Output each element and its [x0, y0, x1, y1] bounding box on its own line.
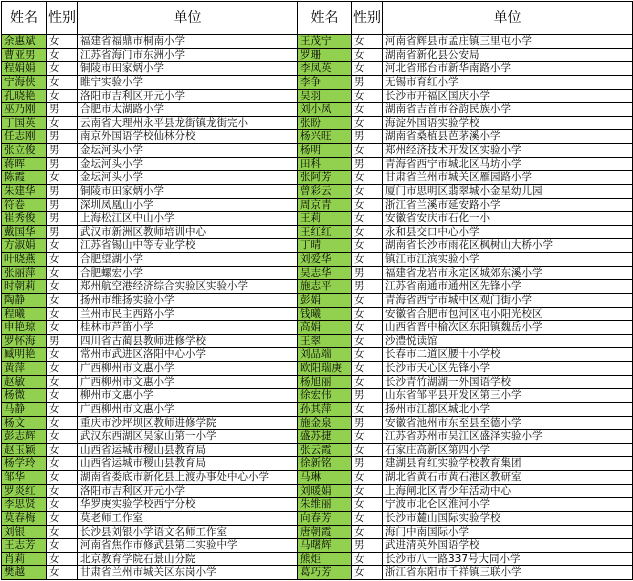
table-row [2, 430, 633, 444]
name-cell: 王志芳 [2, 539, 47, 553]
table-row [2, 566, 633, 580]
gender-cell: 男 [352, 157, 383, 171]
unit-cell: 武进清英外国语学校 [383, 539, 633, 553]
gender-cell: 女 [47, 457, 78, 471]
name-cell: 王翠 [298, 334, 352, 348]
unit-cell: 金坛河头小学 [78, 171, 298, 185]
table-body [2, 35, 633, 580]
unit-cell: 江苏省南通市通州区先锋小学 [383, 280, 633, 294]
table-row [2, 253, 633, 267]
gender-cell: 女 [47, 171, 78, 185]
name-cell: 樊越 [2, 566, 47, 580]
header-name-2: 姓名 [298, 2, 352, 35]
gender-cell: 男 [47, 198, 78, 212]
name-cell: 刘银 [2, 525, 47, 539]
gender-cell: 男 [47, 144, 78, 158]
unit-cell: 河北省邢台市新华南路小学 [383, 62, 633, 76]
name-cell: 向春芳 [298, 511, 352, 525]
unit-cell: 重庆市沙坪坝区教师进修学院 [78, 416, 298, 430]
unit-cell: 武汉东西湖区吴家山第一小学 [78, 430, 298, 444]
name-cell: 彭志辉 [2, 430, 47, 444]
roster-table [1, 1, 633, 580]
unit-cell: 浙江省兰溪市延安路小学 [383, 198, 633, 212]
unit-cell: 郑州航空港经济综合实验区实验小学 [78, 280, 298, 294]
unit-cell: 合肥螺宏小学 [78, 266, 298, 280]
unit-cell: 南京外国语学校仙林分校 [78, 130, 298, 144]
gender-cell: 女 [47, 525, 78, 539]
table-row [2, 35, 633, 49]
gender-cell: 女 [47, 239, 78, 253]
name-cell: 徐新铭 [298, 457, 352, 471]
gender-cell: 男 [47, 103, 78, 117]
name-cell: 高娟 [298, 321, 352, 335]
table-row [2, 389, 633, 403]
gender-cell: 女 [352, 348, 383, 362]
unit-cell: 广西柳州市文惠小学 [78, 402, 298, 416]
gender-cell: 女 [47, 471, 78, 485]
name-cell: 臧明艳 [2, 348, 47, 362]
gender-cell: 男 [47, 184, 78, 198]
gender-cell: 女 [352, 375, 383, 389]
header-row [2, 2, 633, 35]
gender-cell: 女 [47, 484, 78, 498]
unit-cell: 上海松江区中山小学 [78, 212, 298, 226]
name-cell: 刘小凤 [298, 103, 352, 117]
name-cell: 王莉 [298, 212, 352, 226]
unit-cell: 山西省运城市稷山县教育局 [78, 457, 298, 471]
name-cell: 唐朝霞 [298, 525, 352, 539]
name-cell: 任志刚 [2, 130, 47, 144]
unit-cell: 华罗庚实验学校西宁分校 [78, 498, 298, 512]
unit-cell: 湖南省桑植县芭茅溪小学 [383, 130, 633, 144]
gender-cell: 女 [352, 89, 383, 103]
unit-cell: 福建省福鼎市桐南小学 [78, 35, 298, 49]
name-cell: 邹华 [2, 471, 47, 485]
gender-cell: 女 [47, 89, 78, 103]
unit-cell: 四川省古蔺县教师进修学校 [78, 334, 298, 348]
gender-cell: 女 [47, 307, 78, 321]
name-cell: 申艳琼 [2, 321, 47, 335]
name-cell: 程曦 [2, 307, 47, 321]
unit-cell: 河南省辉县市孟庄镇三里屯小学 [383, 35, 633, 49]
unit-cell: 江苏省苏州市吴江区盛泽实验小学 [383, 430, 633, 444]
table-row [2, 266, 633, 280]
unit-cell: 青海省西宁市城北区马坊小学 [383, 157, 633, 171]
table-row [2, 334, 633, 348]
gender-cell: 男 [47, 130, 78, 144]
name-cell: 刘爱华 [298, 253, 352, 267]
gender-cell: 女 [47, 566, 78, 580]
unit-cell: 桂林市芦笛小学 [78, 321, 298, 335]
name-cell: 李凤英 [298, 62, 352, 76]
gender-cell: 女 [47, 348, 78, 362]
gender-cell: 女 [47, 498, 78, 512]
unit-cell: 河南省焦作市修武县第二实验中学 [78, 539, 298, 553]
gender-cell: 女 [47, 389, 78, 403]
gender-cell: 男 [352, 280, 383, 294]
name-cell: 杨微 [2, 389, 47, 403]
table-row [2, 457, 633, 471]
name-cell: 张丽萍 [2, 266, 47, 280]
table-row [2, 375, 633, 389]
name-cell: 徐宏伟 [298, 389, 352, 403]
unit-cell: 湖南省新化县公安局 [383, 48, 633, 62]
unit-cell: 江苏省海门市东洲小学 [78, 48, 298, 62]
header-unit-1: 单位 [78, 2, 298, 35]
name-cell: 朱建华 [2, 184, 47, 198]
name-cell: 赵玉颖 [2, 443, 47, 457]
unit-cell: 山东省邹平县开发区第三小学 [383, 389, 633, 403]
unit-cell: 海门中南国际小学 [383, 525, 633, 539]
name-cell: 莫春梅 [2, 511, 47, 525]
gender-cell: 女 [47, 293, 78, 307]
unit-cell: 山西省运城市稷山县教育局 [78, 443, 298, 457]
gender-cell: 女 [47, 35, 78, 49]
name-cell: 盛苏捷 [298, 430, 352, 444]
unit-cell: 金坛河头小学 [78, 144, 298, 158]
gender-cell: 女 [47, 511, 78, 525]
table-row [2, 239, 633, 253]
table-row [2, 498, 633, 512]
gender-cell: 女 [47, 416, 78, 430]
table-row [2, 539, 633, 553]
gender-cell: 女 [352, 552, 383, 566]
unit-cell: 洛阳市吉利区开元小学 [78, 89, 298, 103]
table-row [2, 103, 633, 117]
gender-cell: 女 [352, 362, 383, 376]
gender-cell: 女 [47, 48, 78, 62]
name-cell: 杨明 [298, 144, 352, 158]
unit-cell: 睢宁实验小学 [78, 75, 298, 89]
gender-cell: 女 [47, 430, 78, 444]
name-cell: 吴志华 [298, 266, 352, 280]
gender-cell: 女 [352, 443, 383, 457]
table-row [2, 321, 633, 335]
name-cell: 曹亚男 [2, 48, 47, 62]
table-row [2, 511, 633, 525]
name-cell: 崔秀俊 [2, 212, 47, 226]
name-cell: 余惠斌 [2, 35, 47, 49]
gender-cell: 女 [47, 280, 78, 294]
gender-cell: 女 [352, 307, 383, 321]
name-cell: 杨学玲 [2, 457, 47, 471]
table-row [2, 293, 633, 307]
gender-cell: 男 [47, 225, 78, 239]
gender-cell: 女 [352, 48, 383, 62]
name-cell: 丁国英 [2, 116, 47, 130]
gender-cell: 女 [352, 430, 383, 444]
gender-cell: 男 [352, 130, 383, 144]
gender-cell: 女 [352, 484, 383, 498]
table-row [2, 48, 633, 62]
unit-cell: 洛阳市吉利区开元小学 [78, 484, 298, 498]
name-cell: 刘品端 [298, 348, 352, 362]
table-row [2, 130, 633, 144]
name-cell: 张立俊 [2, 144, 47, 158]
unit-cell: 湖南省长沙市雨花区枫树山大桥小学 [383, 239, 633, 253]
gender-cell: 女 [352, 225, 383, 239]
gender-cell: 女 [352, 471, 383, 485]
table-row [2, 184, 633, 198]
name-cell: 钱曦 [298, 307, 352, 321]
name-cell: 李争 [298, 75, 352, 89]
gender-cell: 女 [352, 171, 383, 185]
gender-cell: 女 [47, 116, 78, 130]
unit-cell: 甘肃省兰州市城关区东岗小学 [78, 566, 298, 580]
table-row [2, 280, 633, 294]
name-cell: 杨兴旺 [298, 130, 352, 144]
name-cell: 蒋晖 [2, 157, 47, 171]
name-cell: 符卷 [2, 198, 47, 212]
unit-cell: 石家庄高新区第四小学 [383, 443, 633, 457]
name-cell: 方淑娟 [2, 239, 47, 253]
unit-cell: 长沙市天心区先锋小学 [383, 362, 633, 376]
gender-cell: 男 [352, 457, 383, 471]
unit-cell: 建湖县育红实验学校教育集团 [383, 457, 633, 471]
unit-cell: 湖南省娄底市新化县上渡办事处中心小学 [78, 471, 298, 485]
gender-cell: 女 [47, 443, 78, 457]
name-cell: 马琳 [298, 471, 352, 485]
header-unit-2: 单位 [383, 2, 633, 35]
table-row [2, 552, 633, 566]
gender-cell: 女 [352, 525, 383, 539]
name-cell: 施志平 [298, 280, 352, 294]
name-cell: 张阿芳 [298, 171, 352, 185]
unit-cell: 湖北省黄石市黄石港区教研室 [383, 471, 633, 485]
name-cell: 赵敏 [2, 375, 47, 389]
table-row [2, 348, 633, 362]
table-row [2, 307, 633, 321]
name-cell: 肖莉 [2, 552, 47, 566]
name-cell: 巫乃刚 [2, 103, 47, 117]
table-row [2, 89, 633, 103]
name-cell: 张云霞 [298, 443, 352, 457]
unit-cell: 铜陵市田家炳小学 [78, 62, 298, 76]
gender-cell: 男 [352, 416, 383, 430]
gender-cell: 男 [352, 389, 383, 403]
name-cell: 叶晓燕 [2, 253, 47, 267]
unit-cell: 福建省龙岩市永定区城郊东溪小学 [383, 266, 633, 280]
name-cell: 程娟娟 [2, 62, 47, 76]
table-row [2, 171, 633, 185]
gender-cell: 女 [47, 75, 78, 89]
unit-cell: 长沙青竹湖湖一外国语学校 [383, 375, 633, 389]
gender-cell: 女 [47, 362, 78, 376]
table-row [2, 362, 633, 376]
name-cell: 罗珊 [298, 48, 352, 62]
unit-cell: 山西省晋中榆次区东阳镇魏岳小学 [383, 321, 633, 335]
unit-cell: 上海闸北区青少年活动中心 [383, 484, 633, 498]
unit-cell: 长沙县刘银小学语文名师工作室 [78, 525, 298, 539]
gender-cell: 女 [352, 116, 383, 130]
table-row [2, 416, 633, 430]
gender-cell: 女 [352, 293, 383, 307]
header-gender-1: 性别 [47, 2, 78, 35]
unit-cell: 安徽省合肥市包河区屯小阳光校区 [383, 307, 633, 321]
unit-cell: 浙江省东阳市千祥镇三联小学 [383, 566, 633, 580]
name-cell: 孙其萍 [298, 402, 352, 416]
unit-cell: 深圳凤凰山小学 [78, 198, 298, 212]
name-cell: 吴羽 [298, 89, 352, 103]
gender-cell: 女 [352, 321, 383, 335]
unit-cell: 青海省西宁市城中区观门街小学 [383, 293, 633, 307]
name-cell: 刘暖娟 [298, 484, 352, 498]
table-row [2, 484, 633, 498]
gender-cell: 女 [352, 511, 383, 525]
name-cell: 王红红 [298, 225, 352, 239]
unit-cell: 合肥望湖小学 [78, 253, 298, 267]
unit-cell: 长沙市八一路337号大同小学 [383, 552, 633, 566]
name-cell: 欧阳瑞庚 [298, 362, 352, 376]
gender-cell: 女 [352, 184, 383, 198]
name-cell: 杨旭丽 [298, 375, 352, 389]
unit-cell: 常州市武进区洛阳中心小学 [78, 348, 298, 362]
unit-cell: 镇江市江滨实验小学 [383, 253, 633, 267]
name-cell: 彭娟 [298, 293, 352, 307]
name-cell: 周京青 [298, 198, 352, 212]
unit-cell: 柳州市文惠小学 [78, 389, 298, 403]
table-row [2, 471, 633, 485]
name-cell: 黄萍 [2, 362, 47, 376]
table-row [2, 144, 633, 158]
name-cell: 陶静 [2, 293, 47, 307]
gender-cell: 女 [352, 212, 383, 226]
unit-cell: 武汉市新洲区教师培训中心 [78, 225, 298, 239]
name-cell: 丁晴 [298, 239, 352, 253]
gender-cell: 女 [47, 539, 78, 553]
gender-cell: 男 [47, 334, 78, 348]
name-cell: 田科 [298, 157, 352, 171]
name-cell: 杨文 [2, 416, 47, 430]
gender-cell: 女 [352, 144, 383, 158]
table-row [2, 402, 633, 416]
gender-cell: 女 [352, 498, 383, 512]
table-row [2, 75, 633, 89]
table-row [2, 443, 633, 457]
gender-cell: 女 [47, 62, 78, 76]
name-cell: 李思贤 [2, 498, 47, 512]
name-cell: 曾彩云 [298, 184, 352, 198]
table-row [2, 116, 633, 130]
table-row [2, 212, 633, 226]
header-name-1: 姓名 [2, 2, 47, 35]
unit-cell: 长沙市开福区国庆小学 [383, 89, 633, 103]
name-cell: 时朝莉 [2, 280, 47, 294]
gender-cell: 女 [47, 552, 78, 566]
unit-cell: 扬州市江都区城北小学 [383, 402, 633, 416]
unit-cell: 无锡市育红小学 [383, 75, 633, 89]
unit-cell: 金坛河头小学 [78, 157, 298, 171]
name-cell: 朱维丽 [298, 498, 352, 512]
unit-cell: 长沙市麓山国际实验学校 [383, 511, 633, 525]
unit-cell: 海淀外国语实验学校 [383, 116, 633, 130]
table-row [2, 157, 633, 171]
unit-cell: 北京教育学院石景山分院 [78, 552, 298, 566]
unit-cell: 厦门市思明区翡翠城小金星幼儿园 [383, 184, 633, 198]
unit-cell: 铜陵市田家炳小学 [78, 184, 298, 198]
unit-cell: 甘肃省兰州市城关区雁园路小学 [383, 171, 633, 185]
name-cell: 罗炎红 [2, 484, 47, 498]
unit-cell: 莫老师工作室 [78, 511, 298, 525]
name-cell: 马静 [2, 402, 47, 416]
name-cell: 陈霞 [2, 171, 47, 185]
gender-cell: 女 [352, 253, 383, 267]
gender-cell: 女 [352, 103, 383, 117]
unit-cell: 郑州经济技术开发区实验小学 [383, 144, 633, 158]
gender-cell: 女 [352, 239, 383, 253]
unit-cell: 湖南省吉首市谷韵民族小学 [383, 103, 633, 117]
table-row [2, 225, 633, 239]
name-cell: 宁海侠 [2, 75, 47, 89]
name-cell: 熊炬 [298, 552, 352, 566]
gender-cell: 女 [352, 35, 383, 49]
gender-cell: 女 [352, 62, 383, 76]
gender-cell: 女 [352, 198, 383, 212]
gender-cell: 男 [352, 75, 383, 89]
gender-cell: 女 [47, 402, 78, 416]
gender-cell: 男 [352, 266, 383, 280]
unit-cell: 广西柳州市文惠小学 [78, 362, 298, 376]
table-row [2, 62, 633, 76]
unit-cell: 云南省大理州永平县龙街镇龙街完小 [78, 116, 298, 130]
table-row [2, 525, 633, 539]
unit-cell: 广西柳州市文惠小学 [78, 375, 298, 389]
gender-cell: 女 [352, 402, 383, 416]
unit-cell: 江苏省锡山中等专业学校 [78, 239, 298, 253]
name-cell: 罗怀海 [2, 334, 47, 348]
table-row [2, 198, 633, 212]
unit-cell: 扬州市维扬实验小学 [78, 293, 298, 307]
unit-cell: 长春市二道区腰十小学校 [383, 348, 633, 362]
unit-cell: 永和县交口中心小学 [383, 225, 633, 239]
header-gender-2: 性别 [352, 2, 383, 35]
unit-cell: 合肥市太湖路小学 [78, 103, 298, 117]
name-cell: 戴国华 [2, 225, 47, 239]
gender-cell: 女 [47, 266, 78, 280]
gender-cell: 男 [47, 212, 78, 226]
unit-cell: 宁波市北仑区淮河小学 [383, 498, 633, 512]
name-cell: 孔晓艳 [2, 89, 47, 103]
gender-cell: 女 [47, 321, 78, 335]
gender-cell: 男 [352, 539, 383, 553]
name-cell: 葛巧芳 [298, 566, 352, 580]
gender-cell: 女 [47, 375, 78, 389]
name-cell: 马曙辉 [298, 539, 352, 553]
gender-cell: 女 [352, 334, 383, 348]
name-cell: 施金泉 [298, 416, 352, 430]
unit-cell: 兰州市民主西路小学 [78, 307, 298, 321]
unit-cell: 安徽省安庆市石化一小 [383, 212, 633, 226]
gender-cell: 女 [352, 566, 383, 580]
unit-cell: 安徽省池州市东至县至德小学 [383, 416, 633, 430]
unit-cell: 沙澧悦读馆 [383, 334, 633, 348]
gender-cell: 女 [47, 253, 78, 267]
gender-cell: 男 [47, 157, 78, 171]
name-cell: 张盼 [298, 116, 352, 130]
name-cell: 王茂宁 [298, 35, 352, 49]
